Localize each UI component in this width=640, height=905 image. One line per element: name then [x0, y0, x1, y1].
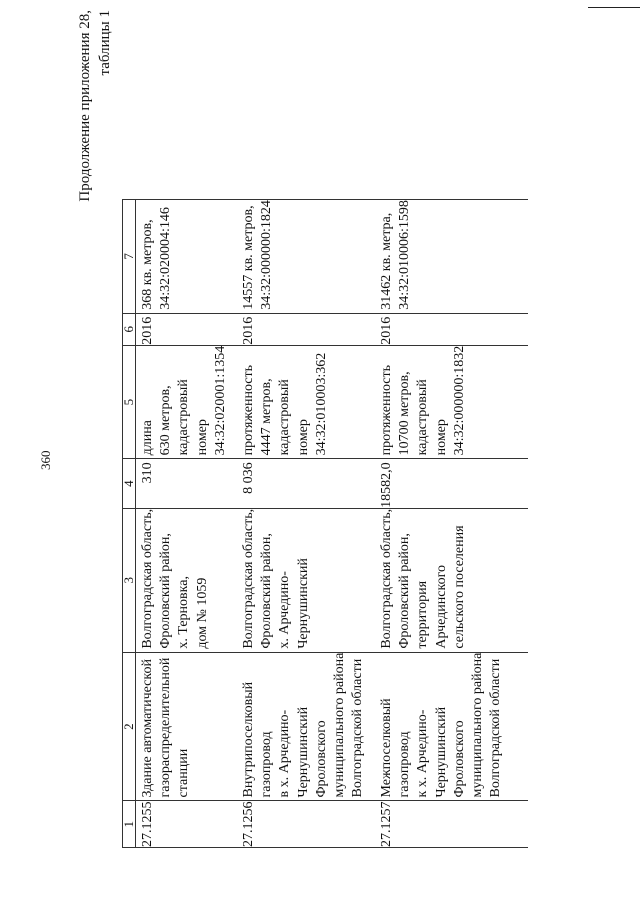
- object-name-line: Фроловского: [313, 720, 329, 798]
- address-line: сельского поселения: [451, 525, 467, 649]
- header-row: [123, 200, 136, 848]
- land-area: [237, 200, 375, 314]
- object-year: 2016: [375, 313, 528, 345]
- characteristics-line: длина: [140, 420, 155, 456]
- address-line: Фроловский район,: [397, 533, 413, 649]
- object-name-line: Здание автоматической: [140, 659, 155, 798]
- address-line: х. Терновка,: [176, 576, 192, 649]
- address-line: Арчединского: [433, 565, 449, 649]
- object-name-line: к х. Арчедино-: [415, 709, 431, 798]
- header-col-5: 5: [123, 345, 136, 459]
- header-col-2: 2: [123, 652, 136, 801]
- land-area: [136, 200, 238, 314]
- object-value: 8 036: [237, 459, 375, 509]
- caption-line-2: таблицы 1: [97, 10, 113, 76]
- object-name-line: Внутрипоселковый: [241, 681, 256, 798]
- page-number: 360: [38, 450, 53, 470]
- registry-table: [122, 199, 528, 848]
- object-address: [375, 508, 528, 652]
- header-col-7: 7: [123, 200, 136, 314]
- object-name-line: муниципального района: [470, 652, 486, 798]
- object-name: [136, 652, 238, 801]
- address-line: Волгоградская область,: [140, 508, 155, 649]
- object-name-line: в х. Арчедино-: [277, 709, 293, 798]
- address-line: дом № 1059: [194, 577, 210, 649]
- object-characteristics: [237, 345, 375, 459]
- table-caption: [75, 10, 115, 390]
- characteristics-line: протяженность: [379, 364, 394, 456]
- object-name: [237, 652, 375, 801]
- area-line: 31462 кв. метра,: [379, 212, 394, 310]
- object-name-line: станции: [176, 748, 192, 798]
- object-address: [237, 508, 375, 652]
- table-row: [237, 200, 375, 848]
- characteristics-line: 34:32:020001:1354: [212, 345, 228, 456]
- top-edge-line: [588, 7, 640, 8]
- characteristics-line: 10700 метров,: [397, 371, 413, 456]
- object-address: [136, 508, 238, 652]
- object-name-line: газопровод: [397, 731, 413, 798]
- header-col-6: 6: [123, 313, 136, 345]
- object-name-line: муниципального района: [332, 652, 348, 798]
- row-number: 27.1257: [375, 801, 528, 848]
- object-name-line: газораспределительной: [158, 657, 174, 798]
- characteristics-line: кадастровый: [277, 379, 293, 456]
- header-col-1: 1: [123, 801, 136, 848]
- row-number: 27.1256: [237, 801, 375, 848]
- characteristics-line: номер: [295, 419, 311, 456]
- characteristics-line: 630 метров,: [158, 385, 174, 456]
- object-name-line: Волгоградской области: [350, 658, 366, 798]
- characteristics-line: кадастровый: [415, 379, 431, 456]
- table-row: [375, 200, 528, 848]
- area-line: 14557 кв. метров,: [241, 205, 256, 310]
- object-characteristics: [136, 345, 238, 459]
- object-value: 310: [136, 459, 238, 509]
- characteristics-line: 34:32:000000:1832: [451, 345, 467, 456]
- object-year: 2016: [237, 313, 375, 345]
- area-line: 34:32:010006:1598: [397, 200, 413, 310]
- characteristics-line: кадастровый: [176, 379, 192, 456]
- object-year: 2016: [136, 313, 238, 345]
- object-characteristics: [375, 345, 528, 459]
- address-line: Волгоградская область,: [241, 508, 256, 649]
- object-value: 18582,0: [375, 459, 528, 509]
- characteristics-line: номер: [433, 419, 449, 456]
- object-name-line: Волгоградской области: [488, 658, 504, 798]
- characteristics-line: 34:32:010003:362: [313, 352, 329, 456]
- address-line: х. Арчедино-: [277, 571, 293, 649]
- object-name: [375, 652, 528, 801]
- area-line: 34:32:000000:1824: [259, 200, 275, 310]
- object-name-line: Межпоселковый: [379, 698, 394, 798]
- address-line: Волгоградская область,: [379, 508, 394, 649]
- object-name-line: Чернушинский: [433, 706, 449, 798]
- characteristics-line: 4447 метров,: [259, 378, 275, 456]
- row-number: 27.1255: [136, 801, 238, 848]
- address-line: территория: [415, 580, 431, 649]
- header-col-4: 4: [123, 459, 136, 509]
- characteristics-line: протяженность: [241, 364, 256, 456]
- table-row: [136, 200, 238, 848]
- object-name-line: Чернушинский: [295, 706, 311, 798]
- area-line: 368 кв. метров,: [140, 219, 155, 310]
- caption-line-1: Продолжение приложения 28,: [77, 10, 93, 202]
- characteristics-line: номер: [194, 419, 210, 456]
- land-area: [375, 200, 528, 314]
- area-line: 34:32:020004:146: [158, 207, 174, 310]
- address-line: Фроловский район,: [158, 533, 174, 649]
- object-name-line: газопровод: [259, 731, 275, 798]
- address-line: Чернушинский: [295, 558, 311, 649]
- address-line: Фроловский район,: [259, 533, 275, 649]
- object-name-line: Фроловского: [451, 720, 467, 798]
- header-col-3: 3: [123, 508, 136, 652]
